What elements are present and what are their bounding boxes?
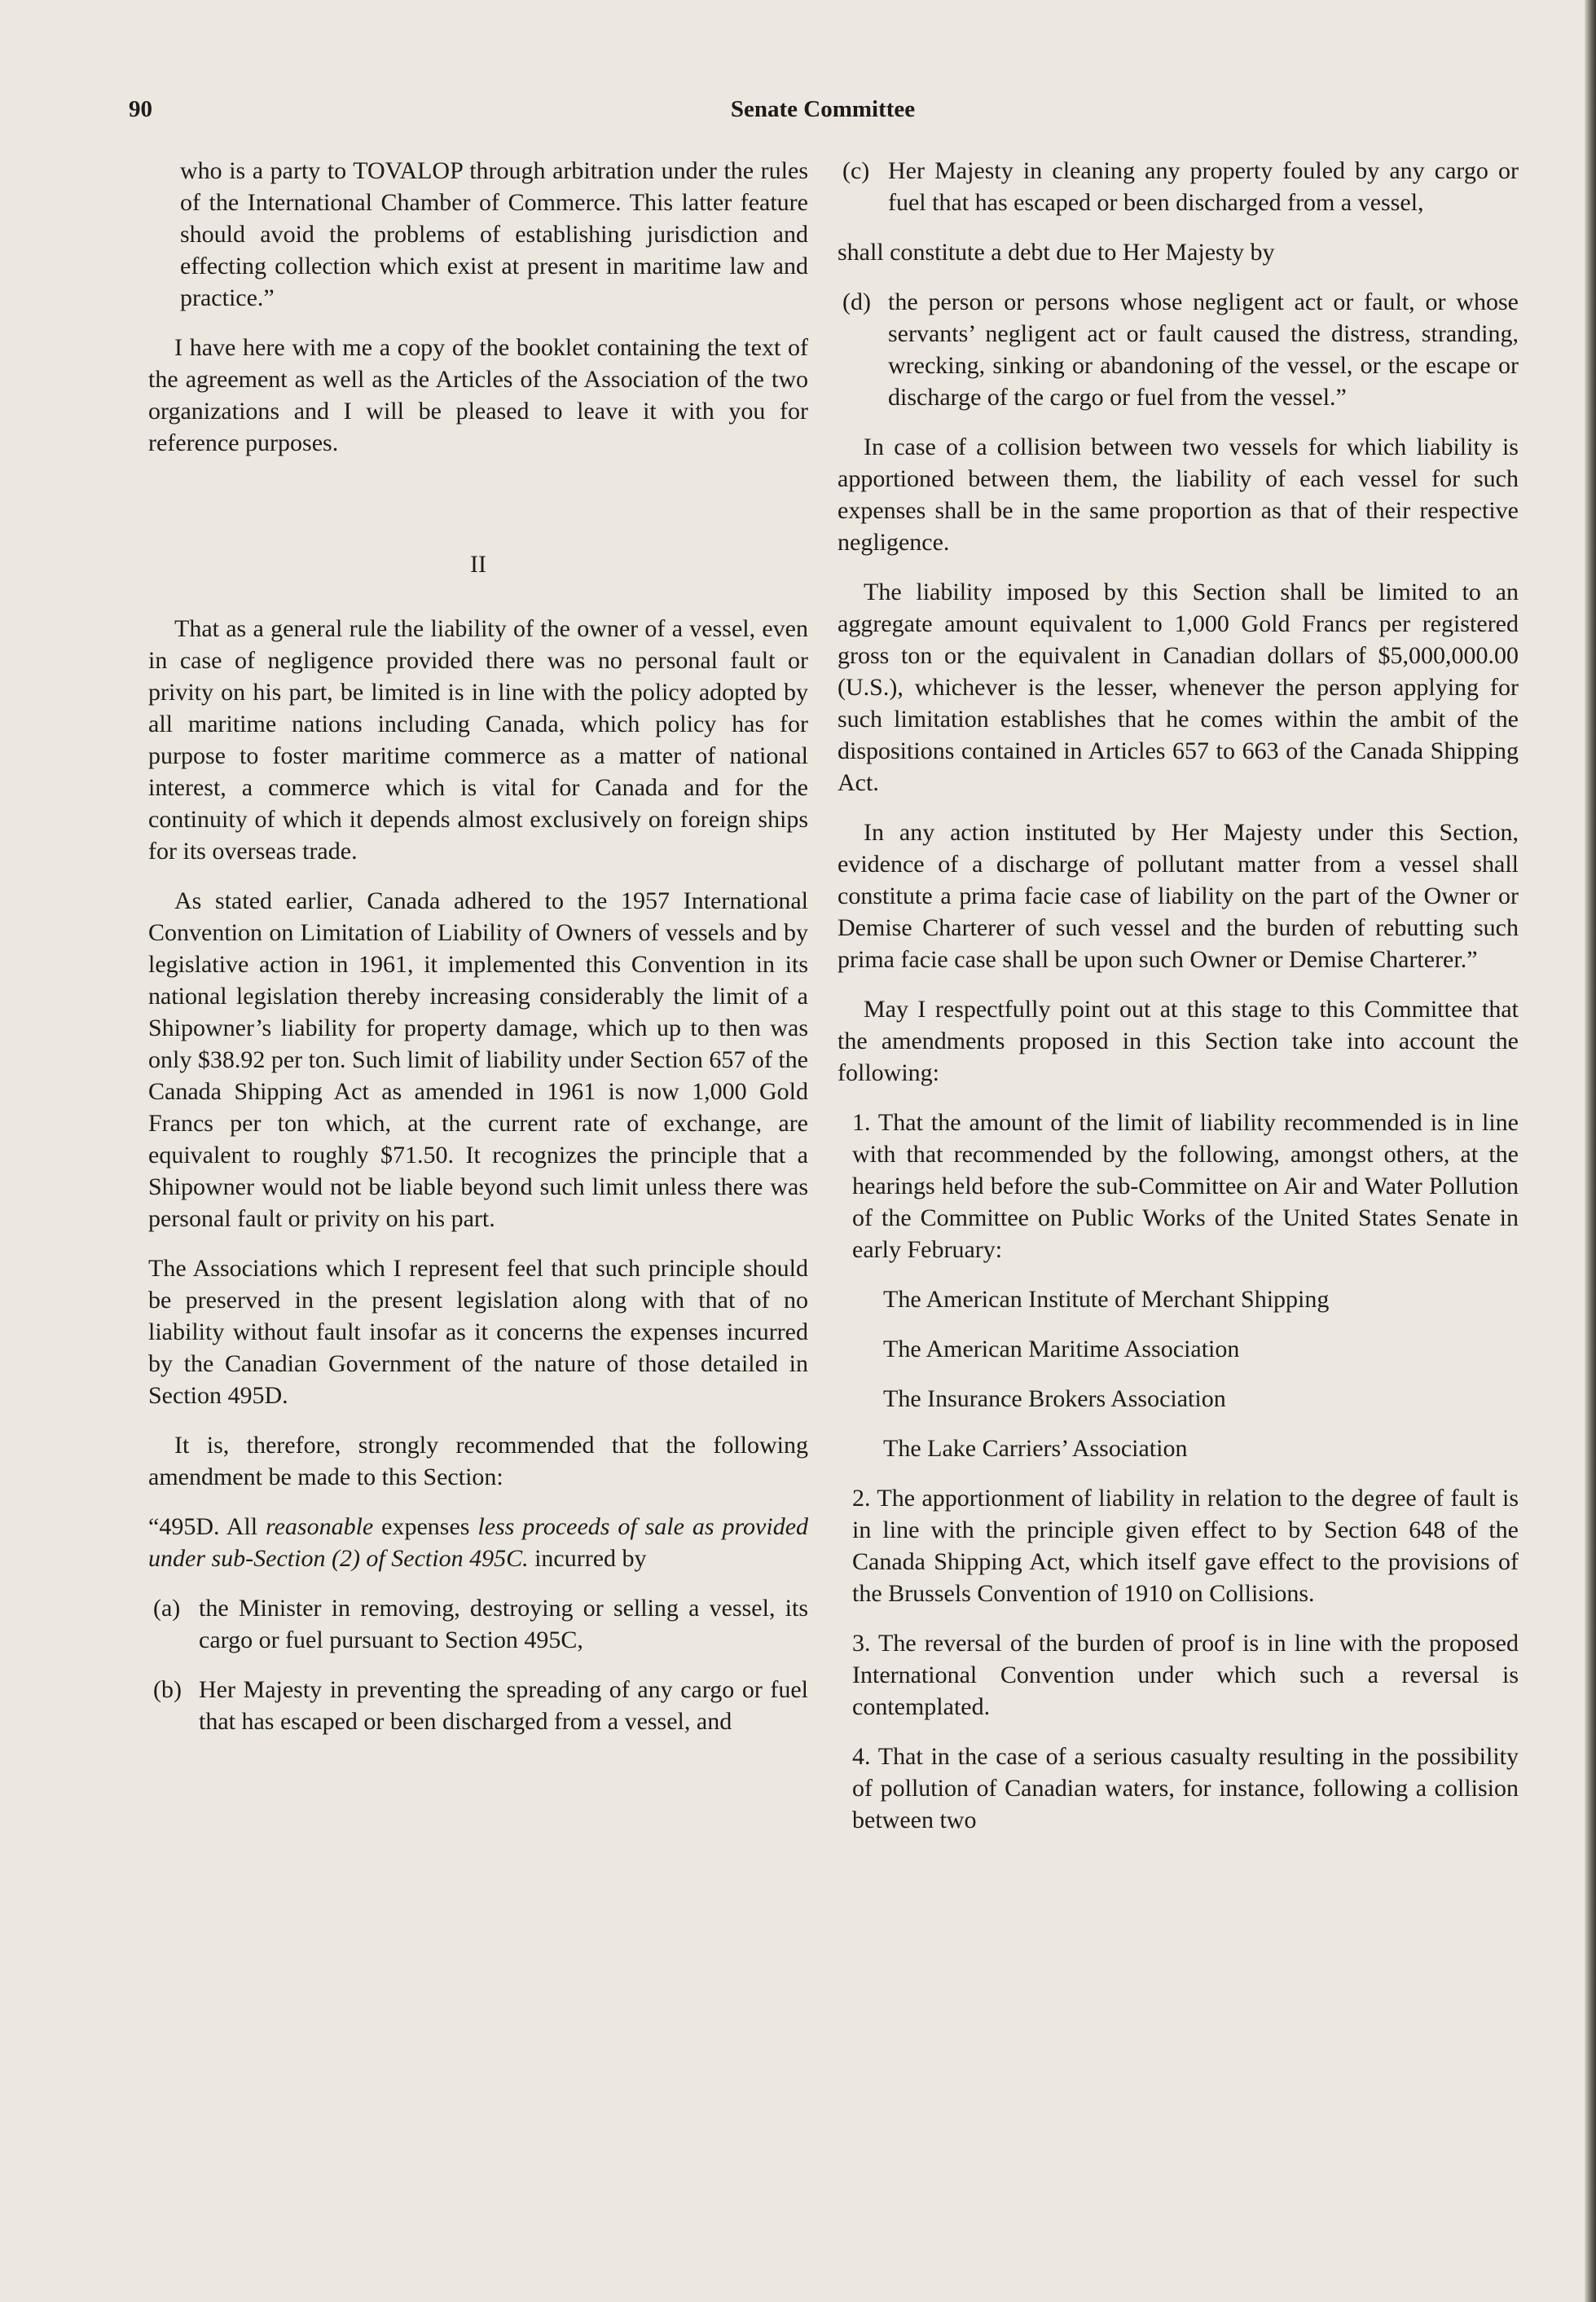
list-item-label: (b) — [153, 1676, 182, 1703]
left-column — [148, 155, 808, 1755]
list-item-text: the Minister in removing, destroying or selling a vessel, its cargo or fuel pursuant to Section 495C, — [199, 1595, 808, 1653]
list-item-text: Her Majesty in preventing the spreading of any cargo or fuel that has escaped or been discharged from a vessel, and — [199, 1676, 808, 1735]
list-item — [148, 1674, 808, 1737]
page-edge-shadow — [1585, 0, 1596, 2302]
page-header — [122, 96, 1523, 137]
paragraph: May I respectfully point out at this stage to this Committee that the amendments proposed in this Section take into account the following: — [838, 996, 1519, 1086]
list-item-text: the person or persons whose negligent act or fault, or whose servants’ negligent act or fault caused the distress, stranding, wrecking, sinking or abandoning of the vessel, or the escape or discharge of the cargo or fuel from the vessel.” — [888, 288, 1519, 411]
paragraph: In case of a collision between two vessels for which liability is apportioned between them, the liability of each vessel for such expenses shall be in the same proportion as that of their respective negligence. — [838, 434, 1519, 556]
amendment-text-part: expenses — [373, 1513, 478, 1540]
list-item-label: (c) — [842, 157, 870, 184]
list-item — [838, 155, 1519, 218]
paragraph: The Associations which I represent feel that such principle should be preserved in the present legislation along with that of no liability without fault insofar as it concerns the expenses incurred by the Canadian Government of the nature of those detailed in Section 495D. — [148, 1255, 808, 1409]
running-head: Senate Committee — [730, 96, 916, 122]
list-item — [838, 286, 1519, 413]
paragraph: shall constitute a debt due to Her Majesty by — [838, 239, 1275, 266]
amendment-text — [148, 1511, 808, 1574]
numbered-paragraph: 2. The apportionment of liability in relation to the degree of fault is in line with the principle given effect to by Section 648 of the Canada Shipping Act, which itself gave effect to the provisions of the Brussels Convention of 1910 on Collisions. — [852, 1485, 1519, 1607]
list-item-label: (a) — [153, 1595, 181, 1622]
page-number: 90 — [129, 96, 152, 122]
paragraph: who is a party to TOVALOP through arbitration under the rules of the International Chamber of Commerce. This latter feature should avoid the problems of establishing jurisdiction and effecting collection which exist at present in maritime law and practice.” — [180, 157, 808, 311]
paragraph: As stated earlier, Canada adhered to the 1957 International Convention on Limitation of Liability of Owners of vessels and by legislative action in 1961, it implemented this Convention in its national legislation thereby increasing considerably the limit of a Shipowner’s liability for property damage, which up to then was only $38.92 per ton. Such limit of liability under Section 657 of the Canada Shipping Act as amended in 1961 is now 1,000 Gold Francs per ton which, at the current rate of exchange, are equivalent to roughly $71.50. It recognizes the principle that a Shipowner would not be liable beyond such limit unless there was personal fault or privity on his part. — [148, 887, 808, 1232]
paragraph: That as a general rule the liability of the owner of a vessel, even in case of negligence provided there was no personal fault or privity on his part, be limited is in line with the policy adopted by all maritime nations including Canada, which policy has for purpose to foster maritime commerce as a matter of national interest, a commerce which is vital for Canada and for the continuity of which it depends almost exclusively on foreign ships for its overseas trade. — [148, 615, 808, 865]
organization-name: The Lake Carriers’ Association — [883, 1435, 1188, 1462]
paragraph: In any action instituted by Her Majesty under this Section, evidence of a discharge of pollutant matter from a vessel shall constitute a prima facie case of liability on the part of the Owner or Demise Charterer of such vessel and the burden of rebutting such prima facie case shall be upon such Owner or Demise Charterer.” — [838, 819, 1519, 973]
organization-name: The Insurance Brokers Association — [883, 1385, 1226, 1412]
list-item-text: Her Majesty in cleaning any property fouled by any cargo or fuel that has escaped or been discharged from a vessel, — [888, 157, 1519, 216]
numbered-paragraph: 4. That in the case of a serious casualty resulting in the possibility of pollution of Canadian waters, for instance, following a collision between two — [852, 1743, 1519, 1833]
section-heading: II — [470, 551, 486, 578]
amendment-text-part: incurred by — [528, 1545, 647, 1572]
amendment-emphasis: less proceeds of sale as provided under sub-Section (2) of Section 495C. — [148, 1513, 809, 1572]
amendment-text-part: “495D. All — [148, 1513, 266, 1540]
paragraph: It is, therefore, strongly recommended that the following amendment be made to this Section: — [148, 1432, 808, 1490]
amendment-emphasis: reasonable — [266, 1513, 374, 1540]
right-column — [838, 155, 1519, 1854]
paragraph: The liability imposed by this Section shall be limited to an aggregate amount equivalent to 1,000 Gold Francs per registered gross ton or the equivalent in Canadian dollars of $5,000,000.00 (U.S.), whichever is the lesser, whenever the person applying for such limitation establishes that he comes within the ambit of the dispositions contained in Articles 657 to 663 of the Canada Shipping Act. — [838, 579, 1519, 796]
paragraph: I have here with me a copy of the booklet containing the text of the agreement as well as the Articles of the Association of the two organizations and I will be pleased to leave it with you for reference purposes. — [148, 334, 808, 456]
list-item — [148, 1592, 808, 1656]
organization-name: The American Institute of Merchant Shipping — [883, 1286, 1330, 1313]
list-item-label: (d) — [842, 288, 871, 315]
numbered-paragraph: 1. That the amount of the limit of liability recommended is in line with that recommended by the following, amongst others, at the hearings held before the sub-Committee on Air and Water Pollution of the Committee on Public Works of the United States Senate in early February: — [852, 1109, 1519, 1263]
numbered-paragraph: 3. The reversal of the burden of proof is in line with the proposed International Convention under which such a reversal is contemplated. — [852, 1630, 1519, 1720]
organization-name: The American Maritime Association — [883, 1336, 1240, 1362]
